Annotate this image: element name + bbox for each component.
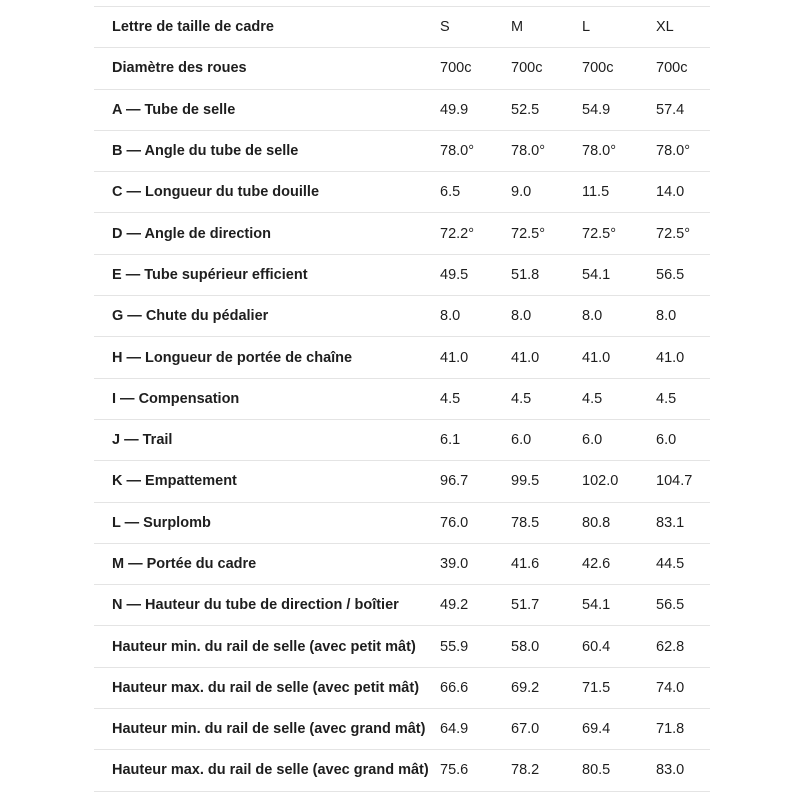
value-s: 49.9 [440,89,511,130]
table-header-row [94,7,710,48]
table-row [94,502,710,543]
value-xl: 104.7 [656,461,710,502]
table-row [94,89,710,130]
table-row [94,296,710,337]
value-m: 78.5 [511,502,582,543]
value-s: 6.5 [440,172,511,213]
row-label: C — Longueur du tube douille [94,172,440,213]
size-xl-header: XL [656,7,710,48]
value-m: 41.0 [511,337,582,378]
value-s: 49.2 [440,585,511,626]
table-row [94,254,710,295]
value-xl: 56.5 [656,254,710,295]
value-s: 96.7 [440,461,511,502]
value-xl: 83.0 [656,750,710,791]
row-label: Hauteur max. du rail de selle (avec petit mât) [94,667,440,708]
value-m: 8.0 [511,296,582,337]
value-m: 700c [511,48,582,89]
value-l: 4.5 [582,378,656,419]
row-label: E — Tube supérieur efficient [94,254,440,295]
table-row [94,337,710,378]
table-row [94,585,710,626]
table-row [94,48,710,89]
value-m: 67.0 [511,709,582,750]
row-label: H — Longueur de portée de chaîne [94,337,440,378]
value-l: 54.1 [582,254,656,295]
value-xl: 4.5 [656,378,710,419]
table-row [94,626,710,667]
table-row [94,419,710,460]
value-s: 66.6 [440,667,511,708]
table-row [94,213,710,254]
value-m: 51.8 [511,254,582,295]
table-row [94,461,710,502]
value-m: 4.5 [511,378,582,419]
row-label: J — Trail [94,419,440,460]
value-l: 80.5 [582,750,656,791]
value-xl: 74.0 [656,667,710,708]
value-l: 72.5° [582,213,656,254]
value-m: 78.0° [511,130,582,171]
row-label: K — Empattement [94,461,440,502]
value-l: 54.1 [582,585,656,626]
value-l: 42.6 [582,543,656,584]
value-l: 6.0 [582,419,656,460]
value-s: 78.0° [440,130,511,171]
value-xl: 14.0 [656,172,710,213]
value-xl: 72.5° [656,213,710,254]
value-m: 78.2 [511,750,582,791]
value-s: 49.5 [440,254,511,295]
value-l: 700c [582,48,656,89]
value-l: 69.4 [582,709,656,750]
value-xl: 700c [656,48,710,89]
value-xl: 44.5 [656,543,710,584]
value-l: 8.0 [582,296,656,337]
row-label: Hauteur min. du rail de selle (avec grand mât) [94,709,440,750]
table-row [94,667,710,708]
row-label: B — Angle du tube de selle [94,130,440,171]
value-l: 78.0° [582,130,656,171]
table-row [94,378,710,419]
value-s: 41.0 [440,337,511,378]
row-label: A — Tube de selle [94,89,440,130]
value-m: 58.0 [511,626,582,667]
row-label: M — Portée du cadre [94,543,440,584]
value-s: 39.0 [440,543,511,584]
value-s: 76.0 [440,502,511,543]
value-xl: 83.1 [656,502,710,543]
value-m: 9.0 [511,172,582,213]
value-m: 52.5 [511,89,582,130]
table-row [94,130,710,171]
value-s: 75.6 [440,750,511,791]
geometry-table [94,6,710,792]
row-label: Diamètre des roues [94,48,440,89]
value-s: 6.1 [440,419,511,460]
row-label: D — Angle de direction [94,213,440,254]
value-l: 102.0 [582,461,656,502]
header-label: Lettre de taille de cadre [94,7,440,48]
value-m: 99.5 [511,461,582,502]
row-label: G — Chute du pédalier [94,296,440,337]
geometry-table-body [94,7,710,792]
value-xl: 62.8 [656,626,710,667]
value-s: 72.2° [440,213,511,254]
row-label: N — Hauteur du tube de direction / boîtier [94,585,440,626]
value-s: 55.9 [440,626,511,667]
value-s: 8.0 [440,296,511,337]
value-l: 41.0 [582,337,656,378]
value-l: 54.9 [582,89,656,130]
value-m: 72.5° [511,213,582,254]
value-l: 71.5 [582,667,656,708]
value-xl: 6.0 [656,419,710,460]
value-l: 60.4 [582,626,656,667]
size-l-header: L [582,7,656,48]
value-m: 41.6 [511,543,582,584]
row-label: Hauteur max. du rail de selle (avec grand mât) [94,750,440,791]
value-l: 80.8 [582,502,656,543]
table-row [94,750,710,791]
value-xl: 71.8 [656,709,710,750]
value-s: 700c [440,48,511,89]
value-xl: 56.5 [656,585,710,626]
row-label: I — Compensation [94,378,440,419]
row-label: L — Surplomb [94,502,440,543]
row-label: Hauteur min. du rail de selle (avec petit mât) [94,626,440,667]
value-m: 51.7 [511,585,582,626]
value-xl: 8.0 [656,296,710,337]
table-row [94,709,710,750]
value-m: 6.0 [511,419,582,460]
value-s: 64.9 [440,709,511,750]
table-row [94,543,710,584]
value-m: 69.2 [511,667,582,708]
value-xl: 41.0 [656,337,710,378]
table-row [94,172,710,213]
value-xl: 78.0° [656,130,710,171]
size-m-header: M [511,7,582,48]
value-s: 4.5 [440,378,511,419]
value-l: 11.5 [582,172,656,213]
value-xl: 57.4 [656,89,710,130]
size-s-header: S [440,7,511,48]
